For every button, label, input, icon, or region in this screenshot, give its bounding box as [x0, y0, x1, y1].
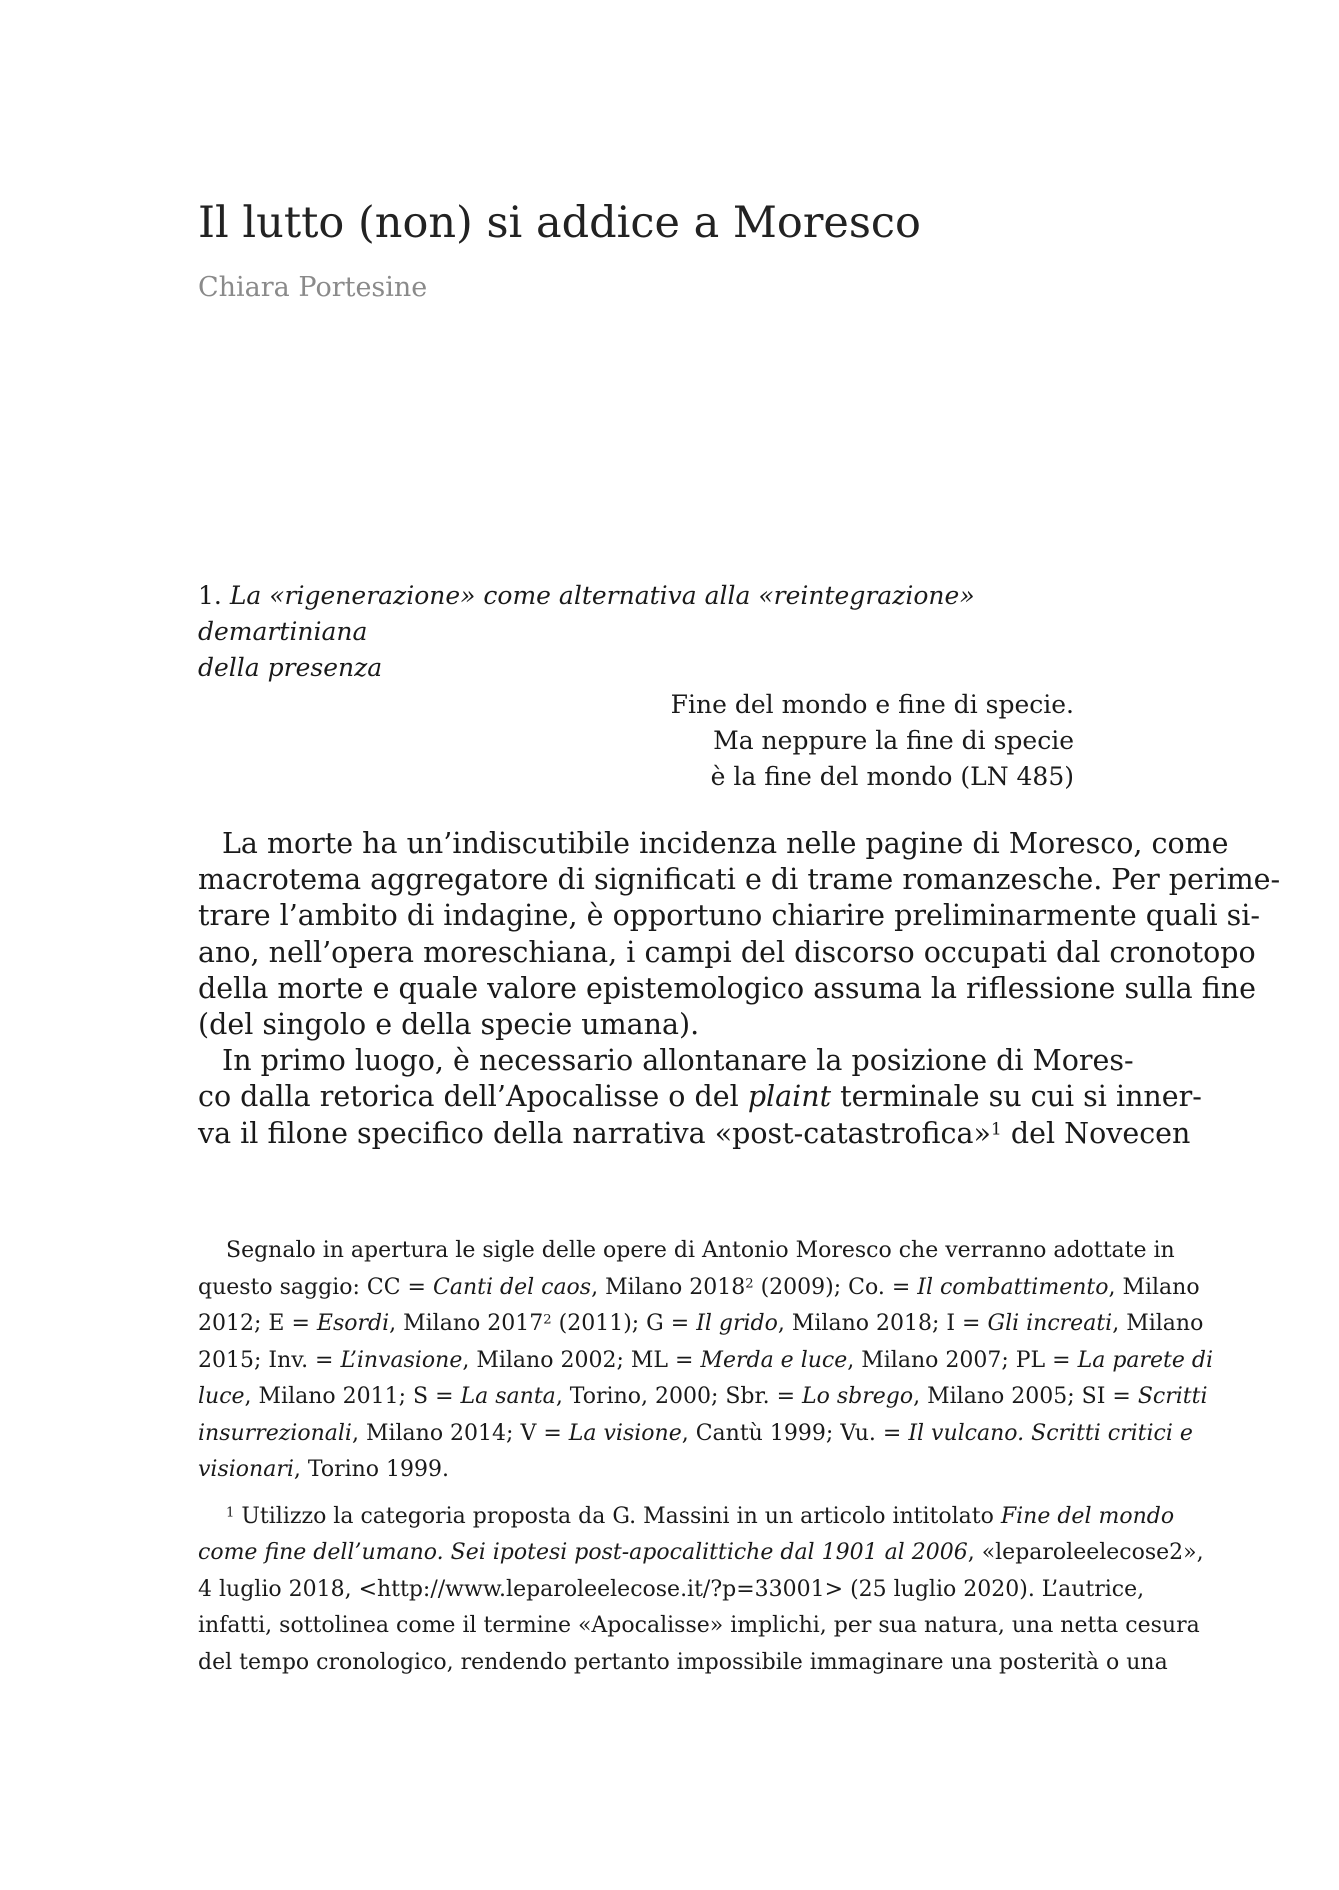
page-title: Il lutto (non) si addice a Moresco: [198, 198, 921, 248]
footnote-line: come fine dell’umano. Sei ipotesi post-apocalittiche dal 1901 al 2006, «leparoleelecose2»,: [198, 1540, 1204, 1565]
footnote-line: del tempo cronologico, rendendo pertanto impossibile immaginare una posterità o una: [198, 1649, 1168, 1675]
body-line: trare l’ambito di indagine, è opportuno chiarire preliminarmente quali si-: [198, 899, 1261, 933]
section-title-line1: La «rigenerazione» come alternativa alla «reintegrazione» demartiniana: [198, 581, 975, 646]
footnote-line: infatti, sottolinea come il termine «Apocalisse» implichi, per sua natura, una netta cesura: [198, 1613, 1200, 1638]
footnote-line: insurrezionali, Milano 2014; V = La visione, Cantù 1999; Vu. = Il vulcano. Scritti critici e: [198, 1420, 1193, 1446]
epigraph-line: è la fine del mondo (LN 485): [710, 762, 1074, 791]
footnote-line: visionari, Torino 1999.: [198, 1457, 450, 1482]
footnote-line: questo saggio: CC = Canti del caos, Milano 2018$^2$ (2009); Co. = Il combattimento, Milano: [198, 1274, 1200, 1300]
footnote-line: Segnalo in apertura le sigle delle opere di Antonio Moresco che verranno adottate in: [226, 1238, 1175, 1263]
footnote-line: 2012; E = Esordi, Milano 2017$^2$ (2011); G = Il grido, Milano 2018; I = Gli increati, Milano: [198, 1311, 1204, 1336]
section-title-line2: della presenza: [198, 653, 383, 682]
footnote-line: luce, Milano 2011; S = La santa, Torino, 2000; Sbr. = Lo sbrego, Milano 2005; SI = Scritti: [198, 1384, 1208, 1409]
epigraph-line: Ma neppure la fine di specie: [713, 726, 1074, 755]
body-line: In primo luogo, è necessario allontanare la posizione di Mores-: [222, 1044, 1134, 1078]
body-line: (del singolo e della specie umana).: [198, 1008, 700, 1042]
section-heading: [198, 578, 1078, 686]
body-text: [198, 826, 1281, 1152]
body-line: ano, nell’opera moreschiana, i campi del discorso occupati dal cronotopo: [198, 935, 1256, 969]
section-heading-line: [198, 578, 1078, 650]
footnote-number: 1: [226, 1504, 235, 1520]
footnote-ref: 1: [990, 1119, 1002, 1140]
footnotes: [198, 1233, 1214, 1681]
section-number: 1.: [198, 581, 222, 610]
footnote-line: 2015; Inv. = L’invasione, Milano 2002; ML = Merda e luce, Milano 2007; PL = La parete di: [198, 1347, 1214, 1373]
body-line: va il filone specifico della narrativa «post-catastrofica»$^1$ del Novecen: [198, 1116, 1191, 1150]
body-line: La morte ha un’indiscutibile incidenza nelle pagine di Moresco, come: [222, 827, 1229, 860]
author-name: Chiara Portesine: [198, 272, 428, 303]
epigraph-line: Fine del mondo e fine di specie.: [670, 690, 1074, 719]
epigraph: [671, 687, 1074, 795]
body-line: della morte e quale valore epistemologico assuma la riflessione sulla fine: [198, 971, 1256, 1005]
footnote-line: $^1$ Utilizzo la categoria proposta da G. Massini in un articolo intitolato Fine del mondo: [226, 1503, 1175, 1529]
body-line: macrotema aggregatore di significati e di trame romanzesche. Per perime-: [198, 863, 1281, 897]
footnote-line: 4 luglio 2018, <http://www.leparoleelecose.it/?p=33001> (25 luglio 2020). L’autrice,: [198, 1576, 1145, 1602]
italic-term: plaint: [747, 1080, 832, 1114]
body-line: co dalla retorica dell’Apocalisse o del plaint terminale su cui si inner-: [198, 1080, 1202, 1114]
footnote-0: [198, 1233, 1214, 1489]
footnote-1: [198, 1499, 1204, 1682]
